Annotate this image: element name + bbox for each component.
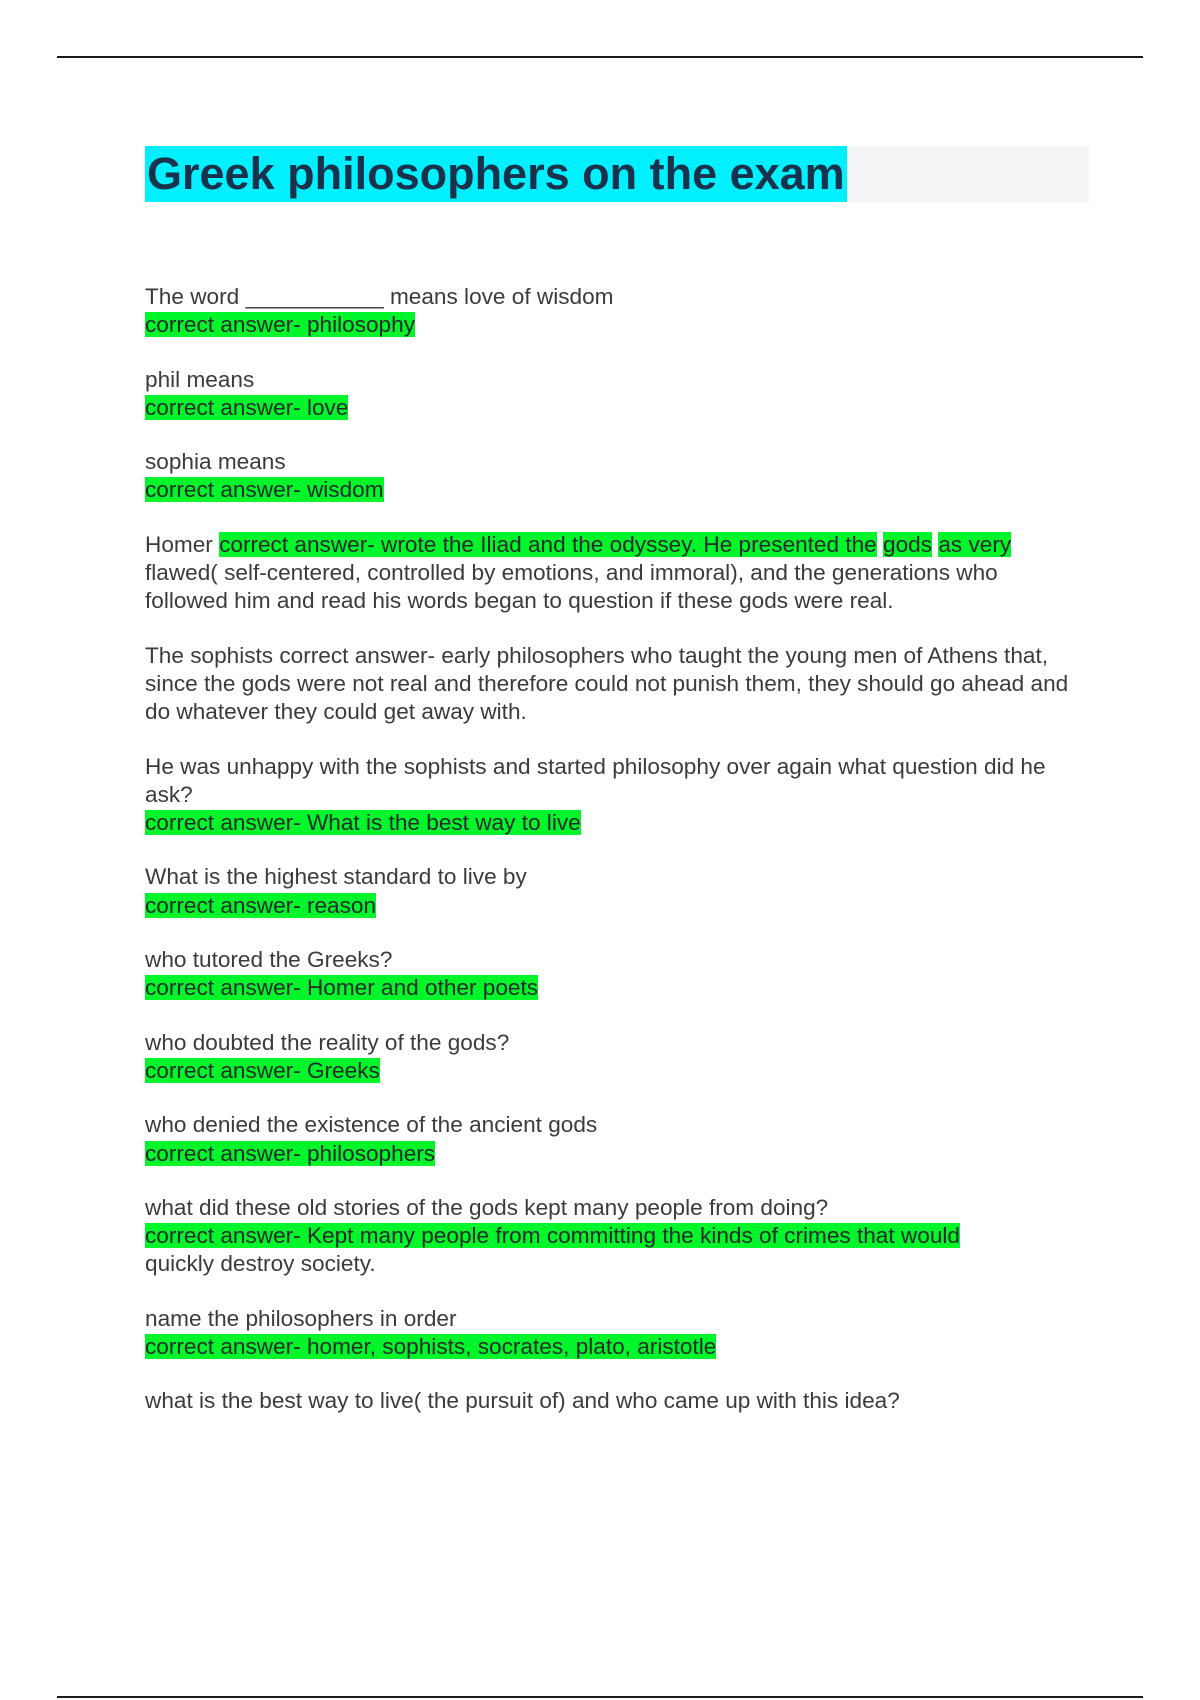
question-text: what is the best way to live( the pursuit of) and who came up with this idea?: [145, 1388, 900, 1414]
question-text: who denied the existence of the ancient gods: [145, 1112, 598, 1138]
answer-highlight: correct answer- love: [145, 394, 349, 420]
qa-item: [145, 1029, 1080, 1086]
qa-item: [145, 863, 1080, 920]
question-text: The word ___________ means love of wisdom: [145, 284, 614, 309]
qa-item: [145, 1194, 1080, 1279]
qa-item: [145, 448, 1080, 505]
answer-highlight: correct answer- philosophers: [145, 1140, 436, 1166]
qa-item: [145, 946, 1080, 1003]
answer-highlight: correct answer- Kept many people from committing the kinds of crimes that would: [145, 1223, 960, 1249]
question-text: who tutored the Greeks?: [145, 947, 393, 973]
answer-continuation: quickly destroy society.: [145, 1251, 376, 1277]
question-text: sophia means: [145, 449, 286, 475]
qa-list: [145, 283, 1080, 1442]
bottom-rule: [57, 1696, 1143, 1698]
qa-item: [145, 283, 1080, 340]
answer-highlight: gods: [883, 531, 933, 557]
answer-highlight: correct answer- reason: [145, 892, 377, 918]
question-text: name the philosophers in order: [145, 1305, 457, 1331]
qa-item: [145, 1387, 1080, 1415]
page-title: Greek philosophers on the exam: [145, 146, 847, 202]
question-text: Homer: [145, 531, 213, 557]
title-band: [145, 146, 1089, 202]
qa-item: [145, 366, 1080, 423]
question-text: He was unhappy with the sophists and started philosophy over again what question did he ask?: [145, 753, 1046, 807]
qa-item: [145, 531, 1080, 616]
qa-item: [145, 753, 1080, 838]
question-text: phil means: [145, 366, 255, 392]
top-rule: [57, 56, 1143, 58]
answer-highlight: correct answer- homer, sophists, socrates, plato, aristotle: [145, 1334, 717, 1360]
question-text: what did these old stories of the gods kept many people from doing?: [145, 1194, 829, 1220]
paragraph-text: The sophists correct answer- early philosophers who taught the young men of Athens that, since the gods were not real and therefore could not punish them, they should go ahead and do whatever they could get away with.: [145, 642, 1069, 725]
answer-continuation: flawed( self-centered, controlled by emotions, and immoral), and the generations who followed him and read his words began to question if these gods were real.: [145, 560, 998, 614]
qa-item: [145, 642, 1080, 727]
answer-highlight: correct answer- wisdom: [145, 477, 384, 503]
qa-item: [145, 1111, 1080, 1168]
answer-highlight: correct answer- wrote the Iliad and the odyssey. He presented the: [219, 531, 877, 557]
answer-highlight: correct answer- Greeks: [145, 1057, 380, 1083]
answer-highlight: correct answer- What is the best way to live: [145, 810, 581, 836]
question-text: What is the highest standard to live by: [145, 864, 527, 890]
answer-highlight: correct answer- philosophy: [145, 312, 415, 338]
question-text: who doubted the reality of the gods?: [145, 1029, 510, 1055]
answer-highlight: as very: [938, 531, 1012, 557]
qa-item: [145, 1305, 1080, 1362]
answer-highlight: correct answer- Homer and other poets: [145, 975, 539, 1001]
